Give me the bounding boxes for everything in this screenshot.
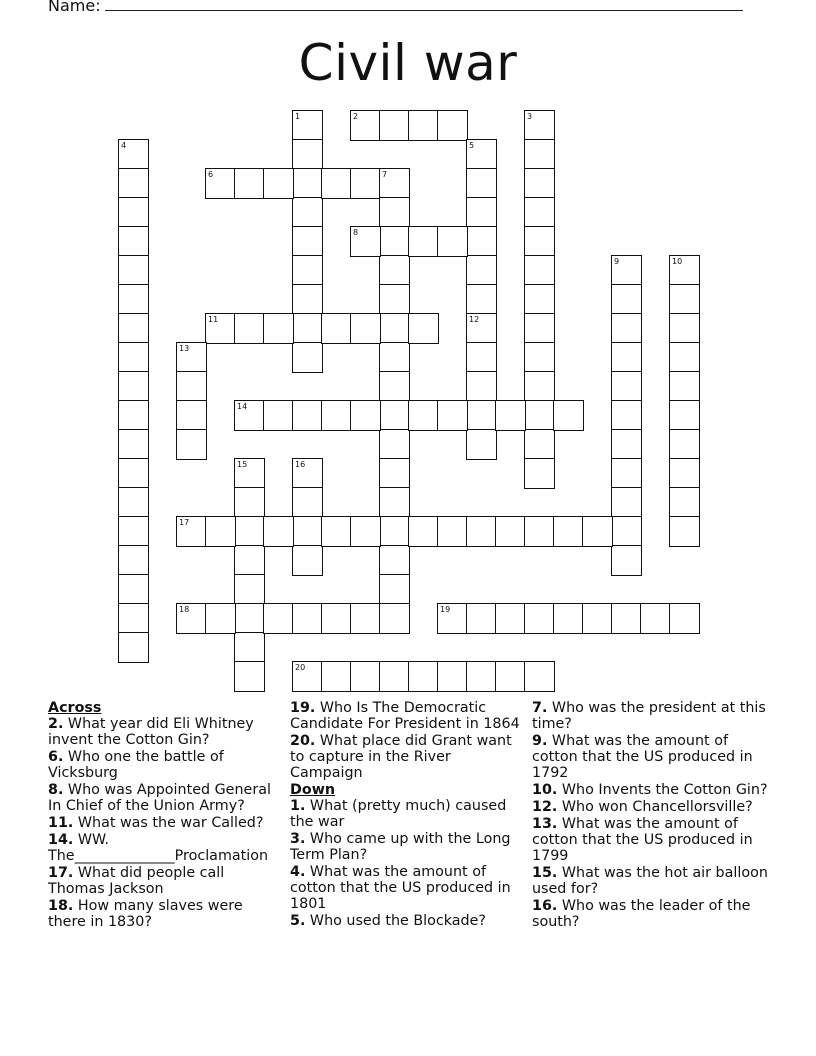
grid-cell[interactable] (234, 487, 265, 518)
clue-number: 17 (179, 518, 190, 527)
grid-cell[interactable] (379, 110, 410, 141)
grid-cell[interactable] (321, 603, 352, 634)
grid-cell[interactable] (611, 487, 642, 518)
grid-cell[interactable] (582, 603, 613, 634)
clue-text: Who was the leader of the south? (532, 898, 751, 930)
grid-cell[interactable] (524, 284, 555, 315)
clue-text: Who one the battle of Vicksburg (48, 749, 224, 781)
grid-cell[interactable] (379, 545, 410, 576)
grid-cell[interactable] (292, 168, 323, 199)
grid-cell[interactable] (611, 371, 642, 402)
grid-cell[interactable] (466, 603, 497, 634)
clue-text: What place did Grant want to capture in the River Campaign (290, 733, 512, 781)
grid-cell[interactable] (437, 110, 468, 141)
grid-cell[interactable] (118, 458, 149, 489)
grid-cell[interactable] (118, 284, 149, 315)
grid-cell[interactable] (524, 139, 555, 170)
grid-cell[interactable] (350, 603, 381, 634)
grid-cell[interactable] (379, 603, 410, 634)
grid-cell[interactable] (553, 400, 584, 431)
across-clues (48, 716, 284, 930)
grid-cell[interactable] (118, 516, 149, 547)
grid-cell[interactable] (234, 516, 265, 547)
grid-cell[interactable] (611, 429, 642, 460)
grid-cell[interactable] (205, 516, 236, 547)
name-label: Name: (48, 0, 101, 15)
grid-cell[interactable] (408, 516, 439, 547)
grid-cell[interactable] (408, 226, 439, 257)
grid-cell[interactable] (611, 400, 642, 431)
clue-item (290, 733, 526, 781)
clue-num: 5. (290, 913, 306, 929)
clue-number: 13 (179, 344, 190, 353)
clue-item (290, 864, 526, 912)
clue-num: 2. (48, 716, 64, 732)
clue-text: What was the amount of cotton that the US produced in 1792 (532, 733, 753, 781)
clue-num: 12. (532, 799, 558, 815)
grid-cell[interactable] (669, 487, 700, 518)
grid-cell[interactable] (379, 516, 410, 547)
grid-cell[interactable] (292, 313, 323, 344)
across-clues-continued (290, 700, 526, 781)
grid-cell[interactable] (437, 603, 468, 634)
grid-cell[interactable] (408, 110, 439, 141)
grid-cell[interactable] (350, 110, 381, 141)
clue-text: How many slaves were there in 1830? (48, 898, 243, 930)
grid-cell[interactable] (379, 284, 410, 315)
grid-cell[interactable] (669, 400, 700, 431)
clue-text: Who Invents the Cotton Gin? (557, 782, 768, 798)
clue-number: 8 (353, 228, 359, 237)
grid-cell[interactable] (118, 487, 149, 518)
grid-cell[interactable] (234, 545, 265, 576)
grid-cell[interactable] (466, 516, 497, 547)
page-title: Civil war (298, 34, 518, 92)
grid-cell[interactable] (466, 400, 497, 431)
clue-item (48, 865, 284, 897)
down-clues-continued (532, 700, 768, 930)
grid-cell[interactable] (118, 429, 149, 460)
grid-cell[interactable] (118, 632, 149, 663)
grid-cell[interactable] (466, 139, 497, 170)
clue-number: 19 (440, 605, 451, 614)
grid-cell[interactable] (118, 371, 149, 402)
grid-cell[interactable] (379, 458, 410, 489)
clue-number: 3 (527, 112, 533, 121)
clue-number: 20 (295, 663, 306, 672)
clue-item (48, 815, 284, 831)
clue-number: 11 (208, 315, 219, 324)
grid-cell[interactable] (292, 110, 323, 141)
grid-cell[interactable] (524, 400, 555, 431)
grid-cell[interactable] (350, 226, 381, 257)
clue-item (48, 898, 284, 930)
grid-cell[interactable] (379, 487, 410, 518)
grid-cell[interactable] (205, 168, 236, 199)
grid-cell[interactable] (379, 574, 410, 605)
grid-cell[interactable] (118, 255, 149, 286)
grid-cell[interactable] (350, 400, 381, 431)
grid-cell[interactable] (350, 661, 381, 692)
grid-cell[interactable] (118, 603, 149, 634)
grid-cell[interactable] (263, 168, 294, 199)
clue-number: 1 (295, 112, 301, 121)
clue-text: Who was the president at this time? (532, 700, 766, 732)
grid-cell[interactable] (118, 139, 149, 170)
clue-text: What was the hot air balloon used for? (532, 865, 768, 897)
grid-cell[interactable] (205, 603, 236, 634)
clue-column-2 (290, 700, 526, 930)
grid-cell[interactable] (611, 516, 642, 547)
grid-cell[interactable] (495, 400, 526, 431)
grid-cell[interactable] (350, 516, 381, 547)
clue-text: Who won Chancellorsville? (557, 799, 753, 815)
clue-num: 6. (48, 749, 64, 765)
grid-cell[interactable] (350, 313, 381, 344)
grid-cell[interactable] (350, 168, 381, 199)
grid-cell[interactable] (408, 313, 439, 344)
clue-item (532, 733, 768, 781)
grid-cell[interactable] (205, 313, 236, 344)
clue-text: WW. The______________Proclamation (48, 832, 269, 864)
grid-cell[interactable] (495, 661, 526, 692)
grid-cell[interactable] (669, 284, 700, 315)
grid-cell[interactable] (611, 313, 642, 344)
clue-text: Who was Appointed General In Chief of the Union Army? (48, 782, 271, 814)
grid-cell[interactable] (176, 516, 207, 547)
grid-cell[interactable] (176, 603, 207, 634)
clue-num: 4. (290, 864, 306, 880)
grid-cell[interactable] (118, 574, 149, 605)
grid-cell[interactable] (524, 371, 555, 402)
clue-item (48, 832, 284, 864)
clue-number: 10 (672, 257, 683, 266)
grid-cell[interactable] (118, 342, 149, 373)
grid-cell[interactable] (379, 255, 410, 286)
grid-cell[interactable] (466, 168, 497, 199)
grid-cell[interactable] (611, 342, 642, 373)
grid-cell[interactable] (234, 603, 265, 634)
clue-num: 3. (290, 831, 306, 847)
grid-cell[interactable] (379, 661, 410, 692)
clue-num: 1. (290, 798, 306, 814)
grid-cell[interactable] (669, 255, 700, 286)
clue-item (532, 898, 768, 930)
clue-num: 13. (532, 816, 558, 832)
grid-cell[interactable] (379, 313, 410, 344)
grid-cell[interactable] (176, 371, 207, 402)
clue-num: 15. (532, 865, 558, 881)
grid-cell[interactable] (524, 110, 555, 141)
grid-cell[interactable] (437, 400, 468, 431)
clue-number: 7 (382, 170, 388, 179)
clue-num: 11. (48, 815, 74, 831)
grid-cell[interactable] (292, 255, 323, 286)
grid-cell[interactable] (321, 516, 352, 547)
grid-cell[interactable] (669, 371, 700, 402)
grid-cell[interactable] (292, 458, 323, 489)
grid-cell[interactable] (669, 516, 700, 547)
grid-cell[interactable] (292, 400, 323, 431)
grid-cell[interactable] (292, 661, 323, 692)
grid-cell[interactable] (466, 313, 497, 344)
grid-cell[interactable] (553, 516, 584, 547)
grid-cell[interactable] (611, 284, 642, 315)
grid-cell[interactable] (292, 139, 323, 170)
clue-number: 12 (469, 315, 480, 324)
clue-num: 19. (290, 700, 316, 716)
clue-list (48, 700, 768, 1000)
grid-cell[interactable] (524, 226, 555, 257)
grid-cell[interactable] (524, 342, 555, 373)
grid-cell[interactable] (292, 603, 323, 634)
clue-number: 5 (469, 141, 475, 150)
grid-cell[interactable] (669, 429, 700, 460)
grid-cell[interactable] (611, 545, 642, 576)
clue-column-1 (48, 700, 284, 931)
grid-cell[interactable] (234, 458, 265, 489)
clue-number: 9 (614, 257, 620, 266)
grid-cell[interactable] (263, 313, 294, 344)
clue-num: 16. (532, 898, 558, 914)
grid-cell[interactable] (582, 516, 613, 547)
grid-cell[interactable] (379, 226, 410, 257)
grid-cell[interactable] (640, 603, 671, 634)
grid-cell[interactable] (234, 574, 265, 605)
grid-cell[interactable] (466, 429, 497, 460)
grid-cell[interactable] (669, 458, 700, 489)
clue-item (532, 816, 768, 864)
clue-item (532, 799, 768, 815)
grid-cell[interactable] (234, 632, 265, 663)
grid-cell[interactable] (466, 197, 497, 228)
clue-number: 16 (295, 460, 306, 469)
grid-cell[interactable] (176, 429, 207, 460)
clue-item (532, 865, 768, 897)
clue-number: 18 (179, 605, 190, 614)
grid-cell[interactable] (379, 197, 410, 228)
clue-item (290, 831, 526, 863)
clue-text: Who Is The Democratic Candidate For President in 1864 (290, 700, 520, 732)
grid-cell[interactable] (466, 371, 497, 402)
grid-cell[interactable] (321, 168, 352, 199)
grid-cell[interactable] (118, 168, 149, 199)
grid-cell[interactable] (408, 661, 439, 692)
grid-cell[interactable] (234, 400, 265, 431)
grid-cell[interactable] (118, 197, 149, 228)
clue-text: What was the amount of cotton that the US produced in 1799 (532, 816, 753, 864)
grid-cell[interactable] (263, 400, 294, 431)
grid-cell[interactable] (466, 284, 497, 315)
grid-cell[interactable] (611, 255, 642, 286)
grid-cell[interactable] (292, 516, 323, 547)
grid-cell[interactable] (118, 545, 149, 576)
clue-number: 15 (237, 460, 248, 469)
clue-num: 9. (532, 733, 548, 749)
grid-cell[interactable] (495, 603, 526, 634)
clue-num: 14. (48, 832, 74, 848)
grid-cell[interactable] (611, 603, 642, 634)
grid-cell[interactable] (611, 458, 642, 489)
grid-cell[interactable] (176, 342, 207, 373)
grid-cell[interactable] (118, 226, 149, 257)
grid-cell[interactable] (408, 400, 439, 431)
across-heading: Across (48, 700, 102, 716)
grid-cell[interactable] (234, 313, 265, 344)
grid-cell[interactable] (379, 400, 410, 431)
grid-cell[interactable] (437, 516, 468, 547)
grid-cell[interactable] (466, 255, 497, 286)
clue-num: 20. (290, 733, 316, 749)
grid-cell[interactable] (321, 400, 352, 431)
grid-cell[interactable] (466, 226, 497, 257)
grid-cell[interactable] (379, 429, 410, 460)
grid-cell[interactable] (437, 226, 468, 257)
clue-text: What did people call Thomas Jackson (48, 865, 225, 897)
grid-cell[interactable] (495, 516, 526, 547)
grid-cell[interactable] (524, 603, 555, 634)
grid-cell[interactable] (379, 371, 410, 402)
grid-cell[interactable] (524, 458, 555, 489)
clue-number: 6 (208, 170, 214, 179)
down-clues (290, 798, 526, 929)
clue-num: 8. (48, 782, 64, 798)
grid-cell[interactable] (292, 197, 323, 228)
grid-cell[interactable] (524, 429, 555, 460)
grid-cell[interactable] (669, 342, 700, 373)
clue-number: 2 (353, 112, 359, 121)
clue-num: 7. (532, 700, 548, 716)
grid-cell[interactable] (379, 168, 410, 199)
clue-item (48, 749, 284, 781)
clue-item (290, 700, 526, 732)
clue-text: Who used the Blockade? (305, 913, 486, 929)
grid-cell[interactable] (524, 661, 555, 692)
clue-item (290, 798, 526, 830)
grid-cell[interactable] (524, 197, 555, 228)
grid-cell[interactable] (524, 168, 555, 199)
clue-num: 10. (532, 782, 558, 798)
grid-cell[interactable] (292, 342, 323, 373)
clue-number: 4 (121, 141, 127, 150)
grid-cell[interactable] (292, 545, 323, 576)
grid-cell[interactable] (292, 226, 323, 257)
grid-cell[interactable] (437, 661, 468, 692)
clue-item (48, 782, 284, 814)
grid-cell[interactable] (118, 400, 149, 431)
clue-column-3 (532, 700, 768, 931)
clue-text: What was the war Called? (73, 815, 264, 831)
clue-text: Who came up with the Long Term Plan? (290, 831, 511, 863)
grid-cell[interactable] (321, 661, 352, 692)
clue-number: 14 (237, 402, 248, 411)
grid-cell[interactable] (234, 168, 265, 199)
grid-cell[interactable] (524, 255, 555, 286)
down-heading: Down (290, 782, 336, 798)
grid-cell[interactable] (524, 516, 555, 547)
clue-text: What (pretty much) caused the war (290, 798, 507, 830)
clue-text: What year did Eli Whitney invent the Cotton Gin? (48, 716, 254, 748)
grid-cell[interactable] (321, 313, 352, 344)
clue-text: What was the amount of cotton that the US produced in 1801 (290, 864, 511, 912)
grid-cell[interactable] (379, 342, 410, 373)
grid-cell[interactable] (292, 487, 323, 518)
clue-item (532, 782, 768, 798)
grid-cell[interactable] (263, 603, 294, 634)
grid-cell[interactable] (234, 661, 265, 692)
grid-cell[interactable] (524, 313, 555, 344)
grid-cell[interactable] (466, 342, 497, 373)
grid-cell[interactable] (553, 603, 584, 634)
grid-cell[interactable] (263, 516, 294, 547)
clue-item (532, 700, 768, 732)
grid-cell[interactable] (466, 661, 497, 692)
clue-num: 18. (48, 898, 74, 914)
grid-cell[interactable] (118, 313, 149, 344)
clue-item (290, 913, 526, 929)
grid-cell[interactable] (176, 400, 207, 431)
clue-num: 17. (48, 865, 74, 881)
grid-cell[interactable] (669, 603, 700, 634)
clue-item (48, 716, 284, 748)
grid-cell[interactable] (292, 284, 323, 315)
grid-cell[interactable] (669, 313, 700, 344)
